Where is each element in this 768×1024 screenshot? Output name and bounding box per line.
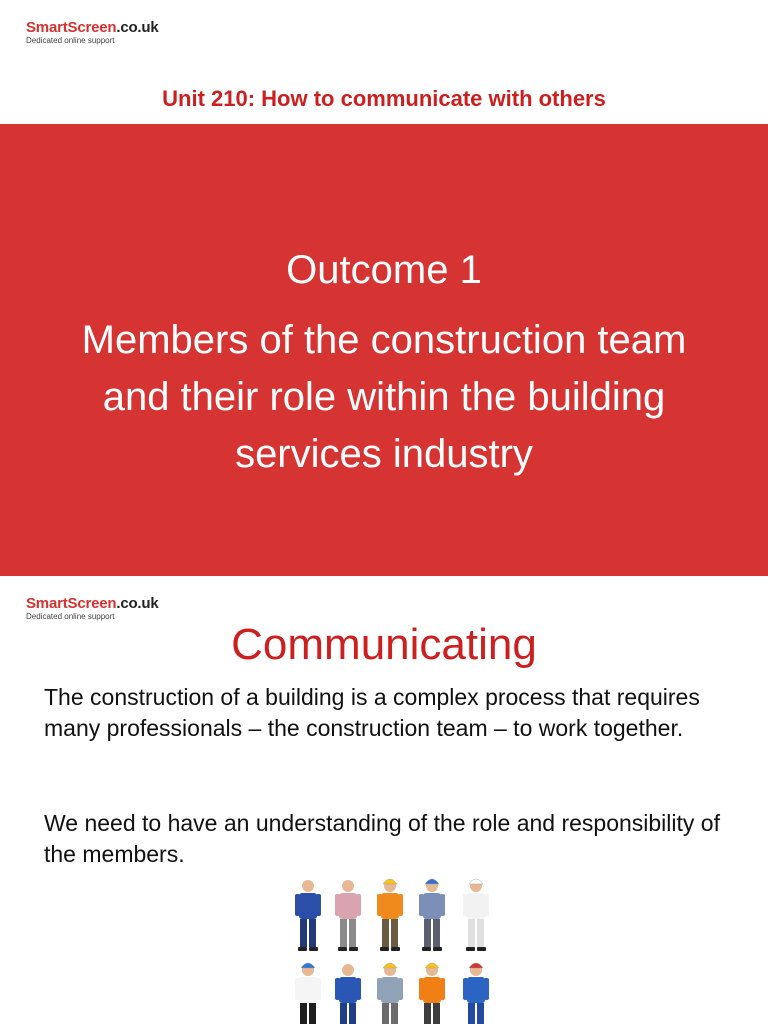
intro-paragraph: The construction of a building is a complex process that requires many professionals – the construction team – to work together. [44, 684, 700, 741]
slide-title: Communicating [231, 620, 537, 669]
worker-figure [295, 880, 321, 951]
construction-workers-icon [280, 876, 500, 1024]
worker-figure [463, 963, 489, 1024]
outcome-description: Members of the construction team and their role within the building services industry [81, 318, 687, 476]
logo-tagline: Dedicated online support [26, 36, 115, 45]
worker-figure [335, 880, 361, 951]
slide-communicating [0, 576, 768, 1024]
smartscreen-logo: SmartScreen.co.uk Dedicated online support [26, 595, 159, 621]
worker-figure [377, 879, 403, 951]
worker-figure [335, 964, 361, 1024]
worker-figure [377, 963, 403, 1024]
unit-title: Unit 210: How to communicate with others [162, 86, 606, 111]
understanding-paragraph: We need to have an understanding of the role and responsibility of the members. [44, 810, 720, 867]
logo-tagline: Dedicated online support [26, 612, 115, 621]
worker-figure [419, 963, 445, 1024]
outcome-title: Outcome 1 [286, 248, 482, 292]
worker-figure [419, 879, 445, 951]
worker-figure [463, 879, 489, 951]
worker-figure [295, 963, 321, 1024]
smartscreen-logo: SmartScreen.co.uk Dedicated online support [26, 19, 159, 45]
